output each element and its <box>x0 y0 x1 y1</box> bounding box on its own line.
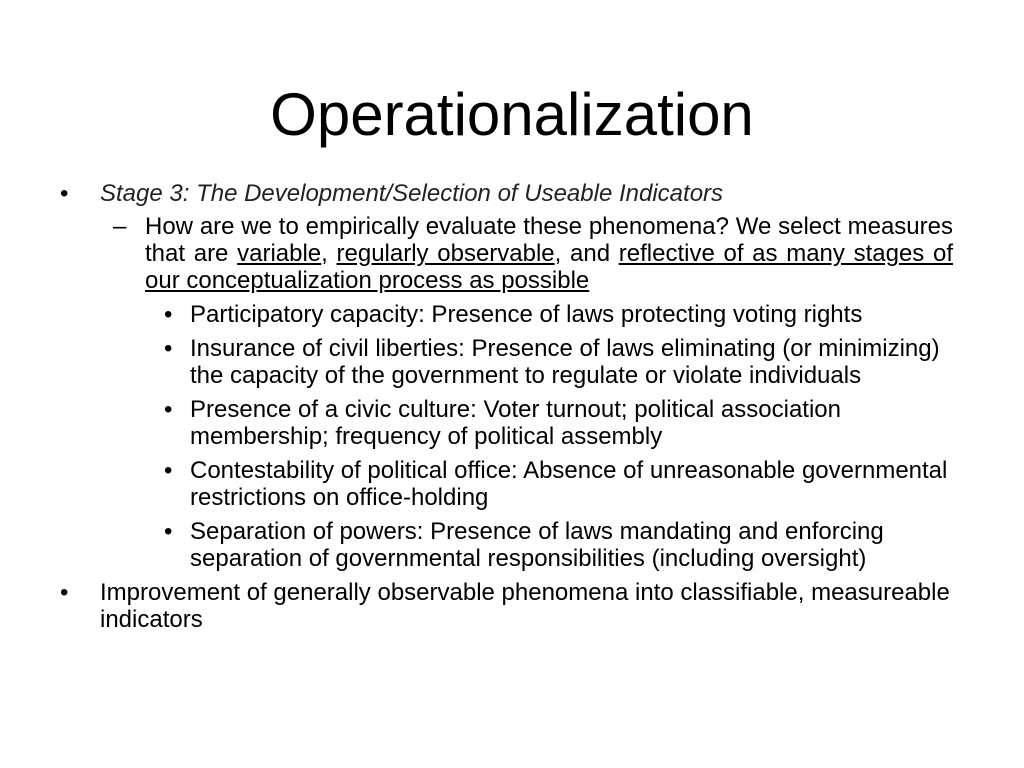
indicator-text: Insurance of civil liberties: Presence of laws eliminating (or minimizing) the capacity of the government to regulate or violate individuals <box>190 335 940 389</box>
improvement-text: Improvement of generally observable phenomena into classifiable, measureable indicators <box>100 579 950 633</box>
slide-body <box>0 180 1024 633</box>
bullet-dot: • <box>164 396 173 423</box>
bullet-dot: • <box>164 301 173 328</box>
term-reflective: reflective of as many stages of our conceptualization process as possible <box>145 240 954 294</box>
indicator-text: Presence of a civic culture: Voter turnout; political association membership; frequency of political assembly <box>190 396 841 450</box>
indicator-text: Participatory capacity: Presence of laws protecting voting rights <box>190 301 863 328</box>
bullet-dot: • <box>60 579 69 606</box>
term-variable: variable <box>237 240 322 267</box>
bullet-improvement <box>60 579 950 633</box>
bullet-stage <box>60 180 950 207</box>
indicator-text: Separation of powers: Presence of laws mandating and enforcing separation of governmental responsibilities (including oversight) <box>190 518 884 572</box>
term-regularly-observable: regularly observable <box>336 240 555 267</box>
indicator-item <box>164 301 970 328</box>
bullet-dot: • <box>164 335 173 362</box>
stage-heading: Stage 3: The Development/Selection of Useable Indicators <box>100 180 724 207</box>
question-sep-1: , <box>321 240 337 267</box>
indicator-item <box>164 518 970 572</box>
bullet-dot: • <box>164 457 173 484</box>
question-sep-2: , and <box>554 240 619 267</box>
slide-title: Operationalization <box>270 81 754 148</box>
indicator-item <box>164 457 970 511</box>
bullet-dot: • <box>60 180 69 207</box>
indicator-item <box>164 396 970 450</box>
bullet-dot: • <box>164 518 173 545</box>
question-lead: How are we to empirically evaluate these phenomena? We select measures that are <box>145 213 953 267</box>
indicator-text: Contestability of political office: Absence of unreasonable governmental restrictions on office-holding <box>190 457 948 511</box>
bullet-question <box>113 213 954 294</box>
bullet-dash: – <box>113 213 127 240</box>
indicator-item <box>164 335 970 389</box>
